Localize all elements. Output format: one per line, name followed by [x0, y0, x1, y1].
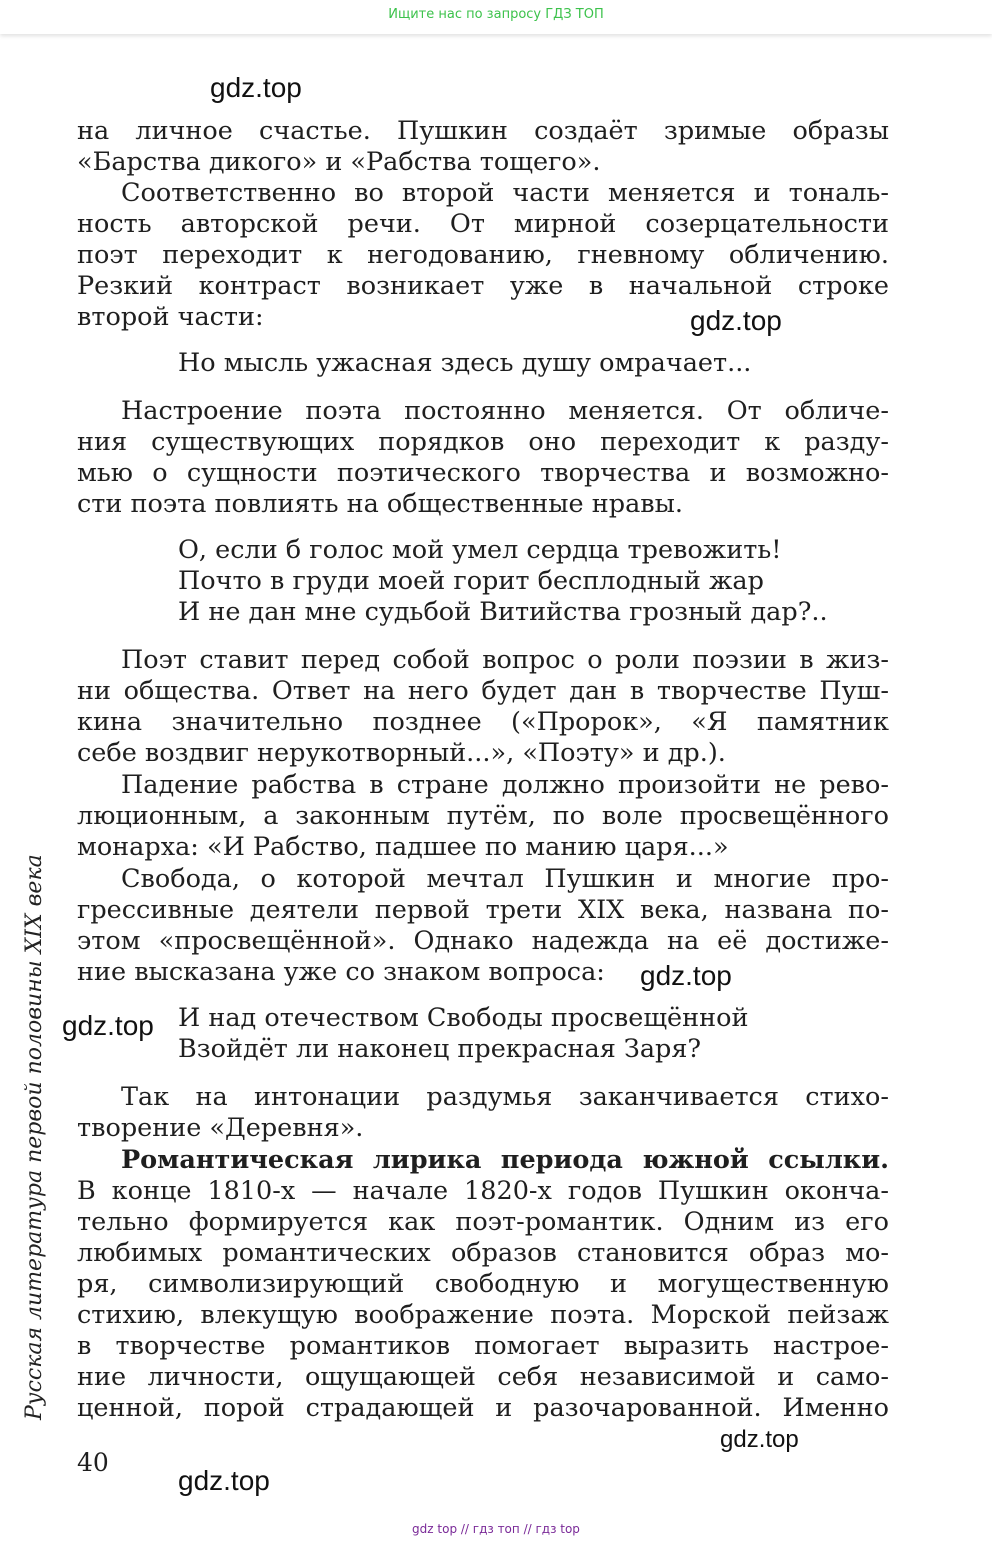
text-line: «Барства дикого» и «Рабства тощего». [77, 147, 601, 177]
watermark: gdz.top [640, 960, 732, 991]
text-line: стихию, влекущую воображение поэта. Морской пейзаж [77, 1300, 889, 1330]
watermark: gdz.top [720, 1426, 799, 1453]
text-line: Падение рабства в стране должно произойти не рево- [121, 770, 889, 800]
text-line: любимых романтических образов становится образ мо- [77, 1238, 889, 1268]
text-line: люционным, а законным путём, по воле просвещённого [77, 801, 889, 831]
quote-line: И не дан мне судьбой Витийства грозный дар?.. [178, 597, 828, 627]
watermark: gdz.top [690, 305, 782, 336]
watermark: gdz.top [210, 72, 302, 103]
quote-line: О, если б голос мой умел сердца тревожить! [178, 535, 782, 565]
text-line: ния существующих порядков оно переходит к разду- [77, 427, 889, 457]
text-line: Свобода, о которой мечтал Пушкин и многие про- [121, 864, 889, 894]
section-heading: Романтическая лирика периода южной ссылки. [121, 1145, 889, 1175]
quote-line: Но мысль ужасная здесь душу омрачает... [178, 348, 752, 378]
text-line: поэт переходит к негодованию, гневному обличению. [77, 240, 889, 270]
text-line: ние высказана уже со знаком вопроса: [77, 957, 605, 987]
top-banner [0, 0, 992, 34]
text-line: тельно формируется как поэт-романтик. Одним из его [77, 1207, 889, 1237]
watermark: gdz.top [178, 1465, 270, 1496]
text-line: Настроение поэта постоянно меняется. От обличе- [121, 396, 889, 426]
top-banner-text: Ищите нас по запросу ГДЗ ТОП [388, 7, 604, 22]
text-line: Резкий контраст возникает уже в начальной строке [77, 271, 889, 301]
text-line: ни общества. Ответ на него будет дан в творчестве Пуш- [77, 676, 889, 706]
text-line: В конце 1810-х — начале 1820-х годов Пушкин оконча- [77, 1176, 889, 1206]
watermark: gdz.top [62, 1010, 154, 1041]
text-line: в творчестве романтиков помогает выразить настрое- [77, 1331, 889, 1361]
text-line: Так на интонации раздумья заканчивается стихо- [121, 1082, 889, 1112]
text-line: сти поэта повлиять на общественные нравы. [77, 489, 684, 519]
quote-line: Почто в груди моей горит бесплодный жар [178, 566, 764, 596]
text-line: второй части: [77, 302, 264, 332]
bottom-links[interactable]: gdz top // гдз топ // гдз top [412, 1522, 580, 1536]
text-line: творение «Деревня». [77, 1113, 364, 1143]
quote-line: И над отечеством Свободы просвещённой [178, 1003, 749, 1033]
text-line: монарха: «И Рабство, падшее по манию царя...» [77, 832, 729, 862]
text-line: себе воздвиг нерукотворный...», «Поэту» и др.). [77, 738, 726, 768]
text-line: этом «просвещённой». Однако надежда на её достиже- [77, 926, 889, 956]
text-line: ность авторской речи. От мирной созерцательности [77, 209, 889, 239]
text-line: кина значительно позднее («Пророк», «Я памятник [77, 707, 889, 737]
text-line: грессивные деятели первой трети XIX века, названа по- [77, 895, 889, 925]
quote-line: Взойдёт ли наконец прекрасная Заря? [178, 1034, 702, 1064]
side-title: Русская литература первой половины XIX века [22, 854, 47, 1420]
text-line: мью о сущности поэтического творчества и возможно- [77, 458, 889, 488]
text-line: Поэт ставит перед собой вопрос о роли поэзии в жиз- [121, 645, 889, 675]
text-line: ние личности, ощущающей себя независимой и само- [77, 1362, 889, 1392]
text-line: ценной, порой страдающей и разочарованной. Именно [77, 1393, 889, 1423]
text-line: ря, символизирующий свободную и могущественную [77, 1269, 889, 1299]
text-line: на личное счастье. Пушкин создаёт зримые образы [77, 116, 889, 146]
page-number: 40 [77, 1448, 109, 1477]
text-line: Соответственно во второй части меняется и тональ- [121, 178, 889, 208]
